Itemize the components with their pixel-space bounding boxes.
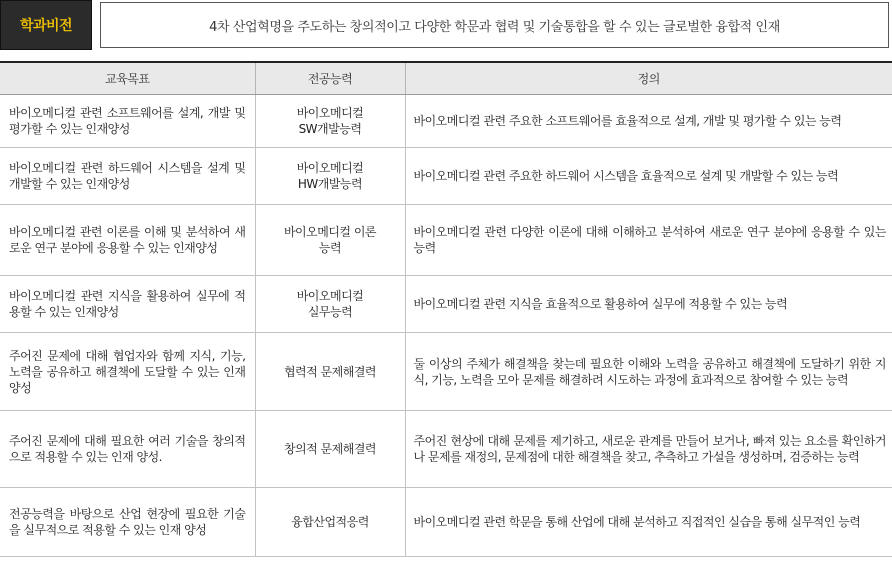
header-definition: 정의	[405, 62, 892, 95]
table-header-row	[0, 62, 892, 95]
table-row	[0, 488, 892, 557]
table-row	[0, 95, 892, 148]
header-major-competency: 전공능력	[255, 62, 405, 95]
competency-cell: 융합산업적응력	[255, 488, 405, 557]
goal-cell: 주어진 문제에 대해 필요한 여러 기술을 창의적으로 적용할 수 있는 인재 양성.	[0, 411, 255, 488]
competency-cell: 협력적 문제해결력	[255, 333, 405, 411]
competency-line: 바이오메디컬	[296, 161, 364, 175]
competency-line: SW개발능력	[298, 122, 362, 136]
competency-cell	[255, 95, 405, 148]
goal-cell: 바이오메디컬 관련 소프트웨어를 설계, 개발 및 평가할 수 있는 인재양성	[0, 95, 255, 148]
table-row	[0, 333, 892, 411]
vision-label: 학과비전	[19, 18, 73, 34]
goal-cell: 바이오메디컬 관련 이론를 이해 및 분석하여 새로운 연구 분야에 응용할 수 있는 인재양성	[0, 205, 255, 276]
vision-statement: 4차 산업혁명을 주도하는 창의적이고 다양한 학문과 협력 및 기술통합을 할 수 있는 글로벌한 융합적 인재	[100, 2, 889, 48]
competency-line: 실무능력	[307, 305, 353, 319]
definition-cell: 바이오메디컬 관련 주요한 하드웨어 시스템을 효율적으로 설계 및 개발할 수 있는 능력	[405, 148, 892, 205]
department-vision-bar	[0, 0, 892, 52]
competency-line: HW개발능력	[297, 177, 363, 191]
definition-cell: 바이오메디컬 관련 주요한 소프트웨어를 효율적으로 설계, 개발 및 평가할 수 있는 능력	[405, 95, 892, 148]
table-row	[0, 411, 892, 488]
table-row	[0, 276, 892, 333]
competency-cell: 창의적 문제해결력	[255, 411, 405, 488]
competency-table	[0, 61, 892, 557]
definition-cell: 바이오메디컬 관련 다양한 이론에 대해 이해하고 분석하여 새로운 연구 분야에 응용할 수 있는 능력	[405, 205, 892, 276]
competency-line: 바이오메디컬 이론	[283, 225, 377, 239]
competency-line: 바이오메디컬	[296, 106, 364, 120]
goal-cell: 바이오메디컬 관련 하드웨어 시스템을 설계 및 개발할 수 있는 인재양성	[0, 148, 255, 205]
competency-cell	[255, 205, 405, 276]
header-education-goal: 교육목표	[0, 62, 255, 95]
competency-cell	[255, 276, 405, 333]
definition-cell: 바이오메디컬 관련 지식을 효율적으로 활용하여 실무에 적용할 수 있는 능력	[405, 276, 892, 333]
definition-cell: 주어진 현상에 대해 문제를 제기하고, 새로운 관계를 만들어 보거나, 빠져 있는 요소를 확인하거나 문제를 재정의, 문제점에 대한 해결책을 찾고, 추측하고 가설을 생성하며, 검증하는 능력	[405, 411, 892, 488]
vision-label-box	[0, 0, 92, 50]
table-row	[0, 205, 892, 276]
definition-cell: 바이오메디컬 관련 학문을 통해 산업에 대해 분석하고 직접적인 실습을 통해 실무적인 능력	[405, 488, 892, 557]
competency-line: 능력	[318, 241, 342, 255]
goal-cell: 전공능력을 바탕으로 산업 현장에 필요한 기술을 실무적으로 적용할 수 있는 인재 양성	[0, 488, 255, 557]
competency-cell	[255, 148, 405, 205]
competency-line: 바이오메디컬	[296, 289, 364, 303]
definition-cell: 둘 이상의 주체가 해결책을 찾는데 필요한 이해와 노력을 공유하고 해결책에 도달하기 위한 지식, 기능, 노력을 모아 문제를 해결하려 시도하는 과정에 효과적으로 참여할 수 있는 능력	[405, 333, 892, 411]
goal-cell: 주어진 문제에 대해 협업자와 함께 지식, 기능, 노력을 공유하고 해결책에 도달할 수 있는 인재 양성	[0, 333, 255, 411]
table-row	[0, 148, 892, 205]
goal-cell: 바이오메디컬 관련 지식을 활용하여 실무에 적용할 수 있는 인재양성	[0, 276, 255, 333]
